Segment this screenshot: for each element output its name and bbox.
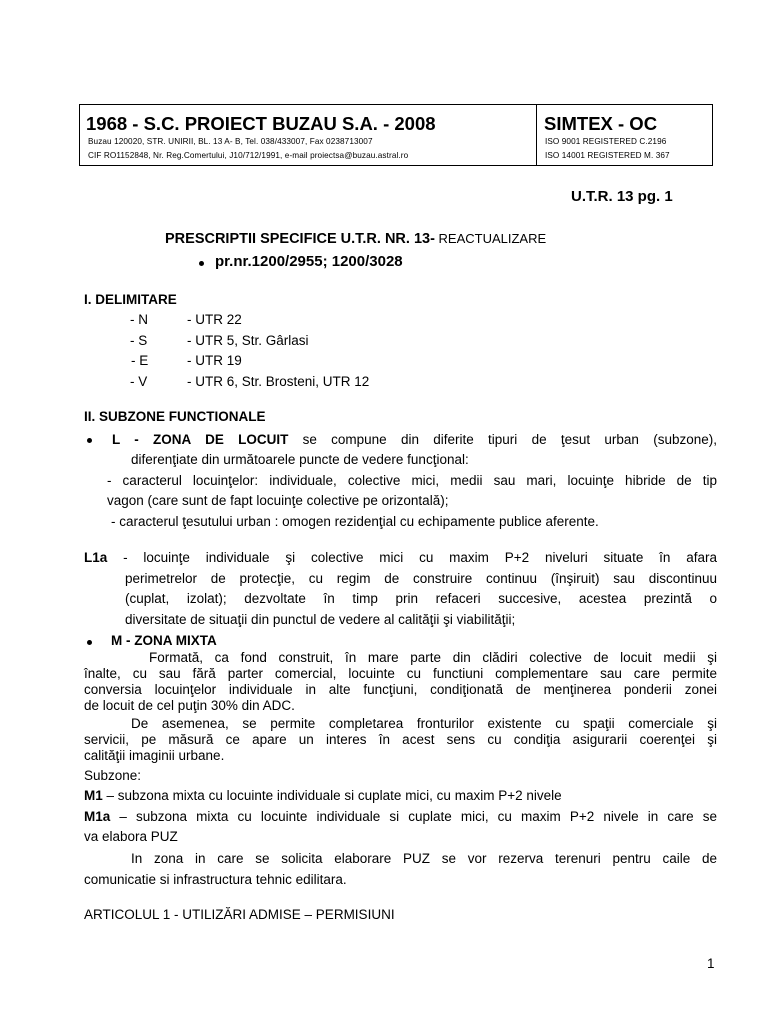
zone-l-label: L - ZONA DE LOCUIT — [112, 432, 289, 447]
subzone-m1: M1 – subzona mixta cu locuinte individuale si cuplate mici, cu maxim P+2 nivele — [84, 788, 562, 803]
delimitare-text: - UTR 5, Str. Gârlasi — [187, 333, 309, 348]
delimitare-text: - UTR 19 — [187, 353, 242, 368]
page-number: 1 — [707, 956, 715, 971]
letterhead-divider — [536, 105, 537, 165]
company-address: Buzau 120020, STR. UNIRII, BL. 13 A- B, Tel. 038/433007, Fax 0238713007 — [88, 137, 373, 146]
delimitare-dir: - V — [130, 374, 148, 389]
delimitare-dir: - S — [130, 333, 148, 348]
l1a-line: (cuplat, izolat); dezvoltate în timp prin refaceri succesive, acestea prezintă o — [125, 591, 717, 606]
page-reference: U.T.R. 13 pg. 1 — [571, 188, 673, 205]
l1a-line: diversitate de situaţii din punctul de vedere al calităţii şi viabilităţii; — [125, 612, 516, 627]
delimitare-dir: - N — [130, 312, 148, 327]
iso-14001: ISO 14001 REGISTERED M. 367 — [545, 151, 670, 160]
section-heading-delimitare: I. DELIMITARE — [84, 292, 177, 307]
zone-l-item: vagon (care sunt de fapt locuinţe colective pe orizontală); — [107, 493, 449, 508]
subzone-label: Subzone: — [84, 768, 142, 783]
company-registry: CIF RO1152848, Nr. Reg.Comertului, J10/712/1991, e-mail proiectsa@buzau.astral.ro — [88, 151, 409, 160]
bullet-icon — [87, 438, 92, 443]
zone-m-paragraph: conversia locuinţelor individuale in alte funcţiuni, condiţionată de menţinerea ponderii zonei — [84, 682, 717, 697]
subzone-m1a: M1a – subzona mixta cu locuinte individuale si cuplate mici, cu maxim P+2 nivele in care se — [84, 809, 717, 824]
zone-m-paragraph: calităţii imaginii urbane. — [84, 748, 225, 763]
puz-paragraph: comunicatie si infrastructura tehnic edilitara. — [84, 872, 347, 887]
document-title — [165, 230, 546, 248]
subzone-m1a: va elabora PUZ — [84, 829, 178, 844]
l1a-line: L1a - locuinţe individuale şi colective mici cu maxim P+2 niveluri situate în afara — [84, 550, 717, 565]
delimitare-dir: - E — [131, 353, 149, 368]
zone-l-item: - caracterul ţesutului urban : omogen rezidenţial cu echipamente publice aferente. — [111, 514, 599, 529]
subzone-m1-label: M1 — [84, 788, 103, 803]
bullet-icon — [199, 261, 204, 266]
zone-m-paragraph: înalte, cu sau fără parter comercial, locuinte cu functiuni complementare sau care permite — [84, 666, 717, 681]
l1a-label: L1a — [84, 550, 108, 565]
section-heading-subzone: II. SUBZONE FUNCTIONALE — [84, 409, 266, 424]
zone-l-item: - caracterul locuinţelor: individuale, colective mici, medii sau mari, locuinţe hibride de tip — [107, 473, 717, 488]
puz-paragraph: In zona in care se solicita elaborare PUZ se vor rezerva terenuri pentru caile de — [131, 851, 717, 866]
zone-m-paragraph: de locuit de cel puţin 30% din ADC. — [84, 698, 295, 713]
zone-m-paragraph: Formată, ca fond construit, în mare parte din clădiri colective de locuit medii şi — [149, 650, 717, 665]
delimitare-text: - UTR 6, Str. Brosteni, UTR 12 — [187, 374, 370, 389]
zone-m-paragraph: De asemenea, se permite completarea fronturilor existente cu spaţii comerciale şi — [131, 716, 717, 731]
delimitare-text: - UTR 22 — [187, 312, 242, 327]
zone-l-line: diferenţiate din următoarele puncte de vedere funcţional: — [131, 452, 469, 467]
brand-title: SIMTEX - OC — [544, 113, 658, 134]
company-title: 1968 - S.C. PROIECT BUZAU S.A. - 2008 — [86, 113, 436, 134]
article-heading: ARTICOLUL 1 - UTILIZĂRI ADMISE – PERMISIUNI — [84, 907, 395, 922]
document-title-main: PRESCRIPTII SPECIFICE U.T.R. NR. 13- — [165, 231, 435, 247]
project-number: pr.nr.1200/2955; 1200/3028 — [215, 253, 403, 270]
zone-l-line: L - ZONA DE LOCUIT se compune din diferite tipuri de ţesut urban (subzone), — [112, 432, 717, 447]
document-title-suffix: REACTUALIZARE — [434, 231, 547, 246]
zone-m-paragraph: servicii, pe măsură ce apare un interes în acest sens cu condiţia asigurarii coerenţei şi — [84, 732, 717, 747]
subzone-m1a-label: M1a — [84, 809, 111, 824]
letterhead-box — [79, 104, 713, 166]
iso-9001: ISO 9001 REGISTERED C.2196 — [545, 137, 667, 146]
l1a-line: perimetrelor de protecţie, cu regim de construire continuu (înşiruit) sau discontinuu — [125, 571, 717, 586]
bullet-icon — [87, 640, 92, 645]
zone-m-label: M - ZONA MIXTA — [111, 633, 217, 648]
